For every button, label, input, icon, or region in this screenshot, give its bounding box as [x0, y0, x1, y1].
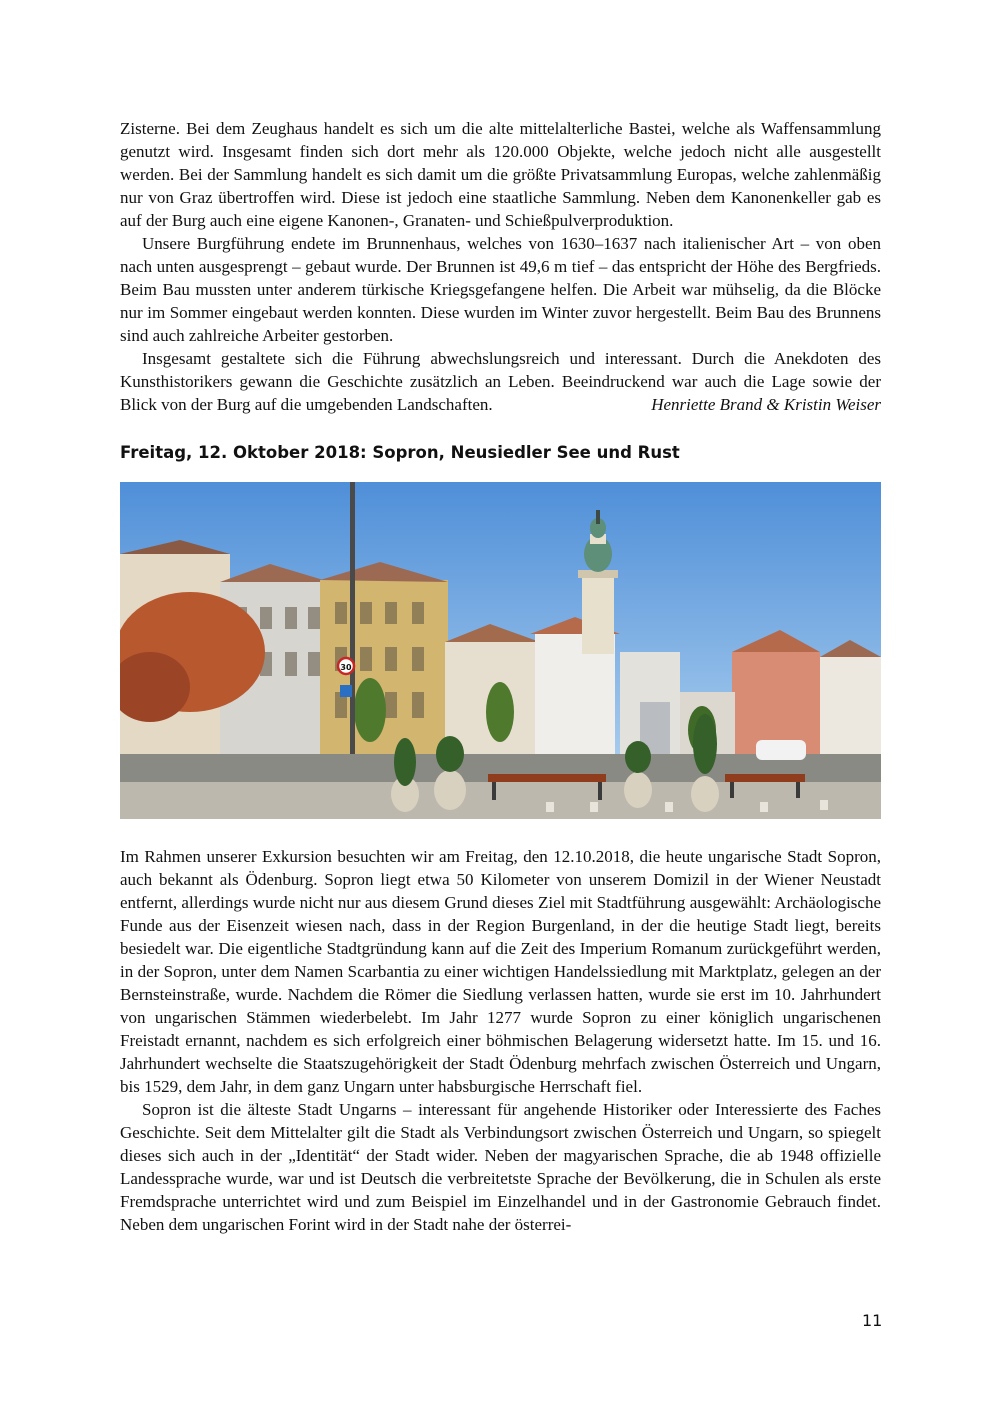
paragraph-zeughaus: Zisterne. Bei dem Zeughaus handelt es sich um die alte mittelalterliche Bastei, welche als Waffensammlung genutzt wird. Insgesamt finden sich dort mehr als 120.000 Objekte, welche jedoch nicht alle ausgestellt werden. Bei der Sammlung handelt es sich damit um die größte Privatsammlung Europas, welche zahlenmäßig nur von Graz übertroffen wird. Diese ist jedoch eine staatliche Sammlung. Neben dem Kanonenkeller gab es auf der Burg auch eine eigene Kanonen-, Granaten- und Schießpulverproduktion. [120, 119, 881, 230]
photo-bench [488, 774, 606, 782]
paragraph-sopron-history: Im Rahmen unserer Exkursion besuchten wir am Freitag, den 12.10.2018, die heute ungarische Stadt Sopron, auch bekannt als Ödenburg. Sopron liegt etwa 50 Kilometer von unserem Domizil in der Wiener Neustadt entfernt, allerdings wurde nicht nur aus diesem Grund dieses Ziel mit Stadtführung ausgewählt: Archäologische Funde aus der Eisenzeit wiesen nach, dass in der Region Burgenland, in der die heutige Stadt liegt, bereits besiedelt war. Die eigentliche Stadtgründung kann auf die Zeit des Imperium Romanum zurückgeführt werden, in der Sopron, unter dem Namen Scarbantia zu einer wichtigen Handelssiedlung mit Marktplatz, gelegen an der Bernsteinstraße, wurde. Nachdem die Römer die Siedlung verlassen hatten, wurde sie erst im 10. Jahrhundert von ungarischen Stämmen wiederbelebt. Im Jahr 1277 wurde Sopron zu einer königlich ungarischenen Freistadt ernannt, nachdem es sich erfolgreich einer böhmischen Belagerung widersetzt hatte. Im 15. und 16. Jahrhundert wechselte die Staatszugehörigkeit der Stadt Ödenburg mehrfach zwischen Österreich und Ungarn, bis 1529, dem Jahr, in dem ganz Ungarn unter habsburgische Herrschaft fiel. [120, 847, 881, 1096]
author-signature: Henriette Brand & Kristin Weiser [651, 395, 881, 414]
paragraph-fuehrung [120, 347, 881, 416]
photo-lamp-post [350, 482, 355, 757]
photo-building-pink [732, 652, 820, 755]
paragraph-brunnenhaus: Unsere Burgführung endete im Brunnenhaus, welches von 1630–1637 nach italienischer Art – von oben nach unten ausgesprengt – gebaut wurde. Der Brunnen ist 49,6 m tief – das entspricht der Höhe des Bergfrieds. Beim Bau mussten unter anderem türkische Kriegsgefangene helfen. Die Arbeit war mühselig, da die Blöcke nur im Sommer eingebaut werden konnten. Diese wurden im Winter zuvor hergestellt. Beim Bau des Brunnens sind auch zahlreiche Arbeiter gestorben. [120, 234, 881, 345]
paragraph-fuehrung-text: Insgesamt gestaltete sich die Führung abwechslungsreich und interessant. Durch die Anekdoten des Kunsthistorikers gewann die Geschichte zusätzlich an Leben. Beeindruckend war auch die Lage sowie der Blick von der Burg auf die umgebenden Landschaften. [120, 349, 881, 414]
photo-car [756, 740, 806, 760]
paragraph-sopron-identity: Sopron ist die älteste Stadt Ungarns – interessant für angehende Historiker oder Interessierte des Faches Geschichte. Seit dem Mittelalter gilt die Stadt als Verbindungsort zwischen Österreich und Ungarn, so spiegelt dieses sich auch in der „Identität“ der Stadt wider. Neben der magyarischen Sprache, die ab 1948 offizielle Landessprache wurde, war und ist Deutsch die verbreitetste Sprache der Bevölkerung, die in Schulen als erste Fremdsprache unterrichtet wird und zum Beispiel im Einzelhandel und in der Gastronomie Gebrauch findet. Neben dem ungarischen Forint wird in der Stadt nahe der österrei- [120, 1100, 881, 1234]
bottom-text-block [120, 845, 881, 1236]
page-number: 11 [862, 1311, 883, 1330]
photo-tower [582, 574, 614, 654]
section-heading: Freitag, 12. Oktober 2018: Sopron, Neusiedler See und Rust [120, 443, 680, 462]
top-text-block [120, 117, 881, 416]
sopron-street-photo [120, 482, 881, 819]
photo-speed-sign-text: 30 [340, 663, 352, 672]
